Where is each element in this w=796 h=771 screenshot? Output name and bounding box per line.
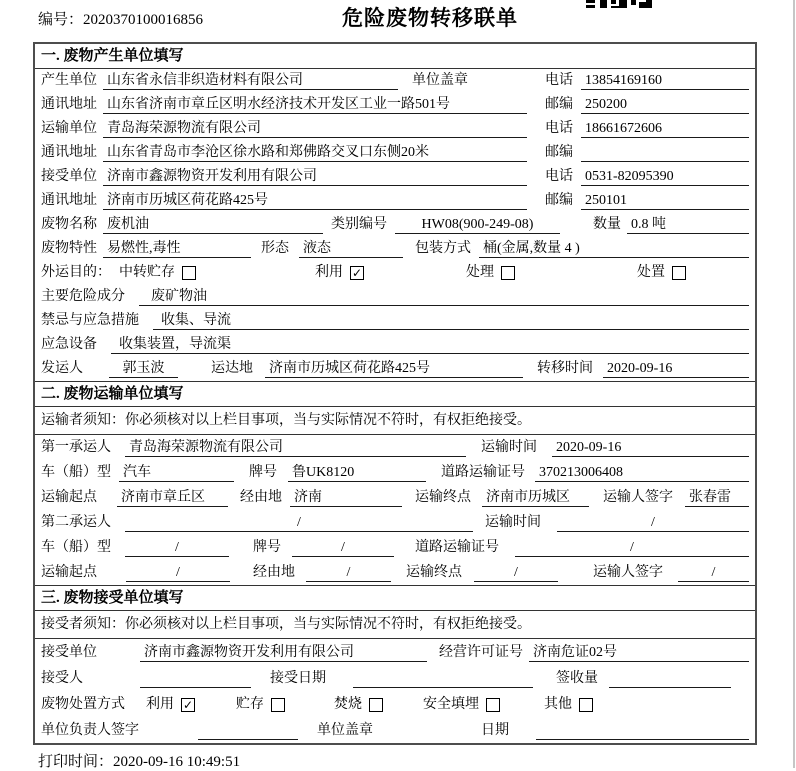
- equipment-value: 收集装置，导流渠: [111, 336, 749, 354]
- receiver-address-value: 济南市历城区荷花路425号: [103, 192, 527, 210]
- serial-number-line: [38, 8, 203, 29]
- checkbox-purpose-utilize: [315, 264, 364, 282]
- receiver-label: 接受单位: [41, 169, 97, 184]
- carrier2-label: 第二承运人: [41, 515, 111, 530]
- license-label: 经营许可证号: [439, 645, 523, 660]
- checkbox-label: 其他: [544, 697, 572, 712]
- row-purpose: [35, 261, 755, 285]
- checkbox-label: 利用: [146, 697, 174, 712]
- responsible-sign-value: [198, 722, 298, 740]
- transporter-sign-label: 运输人签字: [603, 490, 673, 505]
- address-label: 通讯地址: [41, 145, 97, 160]
- carrier1-vehicle-value: 汽车: [119, 464, 234, 482]
- shipper-label: 发运人: [41, 361, 83, 376]
- category-label: 类别编号: [331, 217, 387, 232]
- serial-value: 2020370100016856: [83, 12, 204, 28]
- checkbox-label: 处置: [637, 265, 665, 280]
- receive-unit-label: 接受单位: [41, 645, 97, 660]
- origin-label: 运输起点: [41, 565, 97, 580]
- producer-label: 产生单位: [41, 73, 97, 88]
- recipient-label: 接受人: [41, 671, 83, 686]
- carrier2-via-value: /: [306, 564, 391, 582]
- section-producer: [35, 44, 755, 381]
- row-precaution: [35, 309, 755, 333]
- quantity-label: 数量: [593, 217, 621, 232]
- page-edge-line: [793, 0, 795, 768]
- carrier2-time-value: /: [557, 514, 749, 532]
- vehicle-label: 车（船）型: [41, 465, 111, 480]
- section-transporter-header: 二. 废物运输单位填写: [35, 382, 755, 407]
- receiver-phone-value: 0531-82095390: [581, 168, 749, 186]
- row-receive-unit: [35, 639, 755, 665]
- carrier1-value: 青岛海荣源物流有限公司: [125, 439, 466, 457]
- row-receiver: [35, 165, 755, 189]
- print-time-value: 2020-09-16 10:49:51: [113, 754, 241, 770]
- checkbox-label: 中转贮存: [119, 265, 175, 280]
- checkbox-icon: [369, 698, 383, 712]
- row-receiver-address: [35, 189, 755, 213]
- row-responsible-sign: [35, 717, 755, 743]
- row-carrier1-route: [35, 485, 755, 510]
- checkbox-purpose-treat: [466, 264, 515, 282]
- row-transporter-address: [35, 141, 755, 165]
- phone-label: 电话: [545, 121, 573, 136]
- amount-value: [609, 670, 731, 688]
- category-value: HW08(900-249-08): [395, 216, 560, 234]
- purpose-label: 外运目的：: [41, 265, 111, 280]
- manifest-form: [33, 42, 757, 745]
- checkbox-purpose-storage: [119, 264, 196, 282]
- checkbox-label: 处理: [466, 265, 494, 280]
- row-hazard: [35, 285, 755, 309]
- carrier2-sign-value: /: [678, 564, 749, 582]
- responsible-sign-label: 单位负责人签字: [41, 723, 139, 738]
- phone-label: 电话: [545, 169, 573, 184]
- license-value: 济南危证02号: [529, 644, 749, 662]
- transporter-value: 青岛海荣源物流有限公司: [103, 120, 527, 138]
- row-recipient: [35, 665, 755, 691]
- shipper-value: 郭玉波: [109, 360, 178, 378]
- page-title: 危险废物转移联单: [342, 6, 518, 30]
- checkbox-purpose-dispose: [637, 264, 686, 282]
- zip-label: 邮编: [545, 193, 573, 208]
- seal-label: 单位盖章: [412, 73, 468, 88]
- checkbox-icon: [579, 698, 593, 712]
- permit-label: 道路运输证号: [415, 540, 499, 555]
- via-label: 经由地: [253, 565, 295, 580]
- date-label: 日期: [481, 723, 509, 738]
- producer-phone-value: 13854169160: [581, 72, 749, 90]
- receiver-value: 济南市鑫源物资开发利用有限公司: [103, 168, 527, 186]
- row-producer-address: [35, 93, 755, 117]
- checkbox-icon: [182, 266, 196, 280]
- form-label: 形态: [261, 241, 289, 256]
- transporter-notice: 运输者须知：你必须核对以上栏目事项，当与实际情况不符时，有权拒绝接受。: [35, 407, 755, 435]
- origin-label: 运输起点: [41, 490, 97, 505]
- row-carrier1: [35, 435, 755, 460]
- checkbox-icon: [486, 698, 500, 712]
- transporter-address-value: 山东省青岛市李沧区徐水路和郑佛路交叉口东侧20米: [103, 144, 527, 162]
- waste-name-value: 废机油: [103, 216, 323, 234]
- producer-zip-value: 250200: [581, 96, 749, 114]
- row-waste-characteristic: [35, 237, 755, 261]
- terminal-label: 运输终点: [415, 490, 471, 505]
- amount-label: 签收量: [556, 671, 598, 686]
- receiver-notice: 接受者须知：你必须核对以上栏目事项，当与实际情况不符时，有权拒绝接受。: [35, 611, 755, 639]
- row-carrier1-vehicle: [35, 460, 755, 485]
- row-equipment: [35, 333, 755, 357]
- vehicle-label: 车（船）型: [41, 540, 111, 555]
- transfer-time-label: 转移时间: [537, 361, 593, 376]
- carrier1-plate-value: 鲁UK8120: [288, 464, 426, 482]
- phone-label: 电话: [545, 73, 573, 88]
- qr-code-icon: [586, 0, 656, 8]
- carrier2-terminal-value: /: [474, 564, 558, 582]
- via-label: 经由地: [240, 490, 282, 505]
- row-carrier2-vehicle: [35, 535, 755, 560]
- packaging-label: 包装方式: [415, 241, 471, 256]
- checkbox-disposal-landfill: [423, 696, 500, 714]
- destination-label: 运达地: [211, 361, 253, 376]
- address-label: 通讯地址: [41, 97, 97, 112]
- checkbox-label: 贮存: [236, 697, 264, 712]
- checkbox-disposal-store: [236, 696, 285, 714]
- row-transporter: [35, 117, 755, 141]
- zip-label: 邮编: [545, 97, 573, 112]
- precaution-label: 禁忌与应急措施: [41, 313, 139, 328]
- quantity-value: 0.8 吨: [627, 216, 749, 234]
- carrier1-time-value: 2020-09-16: [552, 439, 749, 457]
- characteristic-label: 废物特性: [41, 241, 97, 256]
- plate-label: 牌号: [253, 540, 281, 555]
- carrier2-permit-value: /: [515, 539, 749, 557]
- date-value: [536, 722, 749, 740]
- packaging-value: 桶(金属,数量 4 ): [479, 240, 749, 258]
- section-producer-header: 一. 废物产生单位填写: [35, 44, 755, 69]
- carrier1-sign-value: 张春雷: [685, 489, 749, 507]
- disposal-label: 废物处置方式: [41, 697, 125, 712]
- form-value: 液态: [299, 240, 403, 258]
- hazard-label: 主要危险成分: [41, 289, 125, 304]
- precaution-value: 收集、导流: [153, 312, 749, 330]
- carrier2-origin-value: /: [126, 564, 230, 582]
- transporter-zip-value: [581, 144, 749, 162]
- row-producer: [35, 69, 755, 93]
- receive-unit-value: 济南市鑫源物资开发利用有限公司: [140, 644, 427, 662]
- zip-label: 邮编: [545, 145, 573, 160]
- carrier2-vehicle-value: /: [125, 539, 229, 557]
- producer-value: 山东省永信非织造材料有限公司: [103, 72, 398, 90]
- row-disposal: [35, 691, 755, 717]
- carrier1-via-value: 济南: [290, 489, 402, 507]
- receive-date-label: 接受日期: [270, 671, 326, 686]
- section-transporter: [35, 381, 755, 585]
- address-label: 通讯地址: [41, 193, 97, 208]
- carrier1-origin-value: 济南市章丘区: [117, 489, 228, 507]
- terminal-label: 运输终点: [406, 565, 462, 580]
- transporter-label: 运输单位: [41, 121, 97, 136]
- row-carrier2: [35, 510, 755, 535]
- serial-label: 编号：: [38, 12, 84, 28]
- characteristic-value: 易燃性,毒性: [103, 240, 251, 258]
- permit-label: 道路运输证号: [441, 465, 525, 480]
- checkbox-icon: [672, 266, 686, 280]
- checkbox-disposal-other: [544, 696, 593, 714]
- transport-time-label: 运输时间: [485, 515, 541, 530]
- receive-date-value: [353, 670, 533, 688]
- waste-name-label: 废物名称: [41, 217, 97, 232]
- checkbox-label: 焚烧: [334, 697, 362, 712]
- checkbox-icon: [501, 266, 515, 280]
- row-shipper: [35, 357, 755, 381]
- checkbox-disposal-utilize: [146, 696, 195, 714]
- checkbox-icon: [271, 698, 285, 712]
- equipment-label: 应急设备: [41, 337, 97, 352]
- transport-time-label: 运输时间: [481, 440, 537, 455]
- carrier1-permit-value: 370213006408: [535, 464, 749, 482]
- recipient-value: [140, 670, 251, 688]
- plate-label: 牌号: [249, 465, 277, 480]
- producer-address-value: 山东省济南市章丘区明水经济技术开发区工业一路501号: [103, 96, 527, 114]
- checkbox-disposal-incinerate: [334, 696, 383, 714]
- unit-seal-label: 单位盖章: [317, 723, 373, 738]
- carrier2-plate-value: /: [292, 539, 394, 557]
- checkbox-label: 安全填埋: [423, 697, 479, 712]
- transfer-time-value: 2020-09-16: [603, 360, 749, 378]
- carrier1-terminal-value: 济南市历城区: [482, 489, 589, 507]
- transporter-phone-value: 18661672606: [581, 120, 749, 138]
- checkbox-label: 利用: [315, 265, 343, 280]
- section-receiver: [35, 585, 755, 743]
- checkbox-icon: [181, 698, 195, 712]
- print-time-label: 打印时间：: [38, 754, 114, 770]
- section-receiver-header: 三. 废物接受单位填写: [35, 586, 755, 611]
- hazard-value: 废矿物油: [139, 288, 749, 306]
- destination-value: 济南市历城区荷花路425号: [265, 360, 523, 378]
- row-waste-name: [35, 213, 755, 237]
- checkbox-icon: [350, 266, 364, 280]
- carrier2-value: /: [125, 514, 473, 532]
- row-carrier2-route: [35, 560, 755, 585]
- carrier1-label: 第一承运人: [41, 440, 111, 455]
- transporter-sign-label: 运输人签字: [593, 565, 663, 580]
- receiver-zip-value: 250101: [581, 192, 749, 210]
